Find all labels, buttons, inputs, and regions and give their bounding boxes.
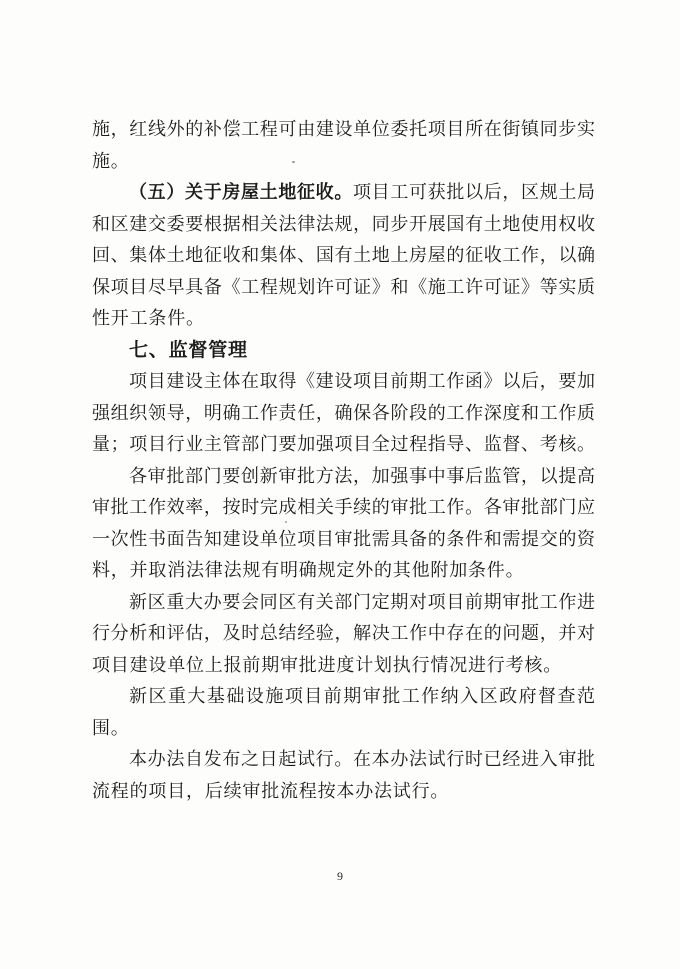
text-line [92,398,595,430]
line-text: 流程的项目，后续审批流程按本办法试行。 [92,780,450,801]
text-line [92,587,595,619]
line-text: 保项目尽早具备《工程规划许可证》和《施工许可证》等实质 [92,276,595,297]
text-line [92,429,595,461]
line-text: 新区重大基础设施项目前期审批工作纳入区政府督查范 [129,686,595,706]
line-text: 施，红线外的补偿工程可由建设单位委托项目所在街镇同步实 [92,119,595,139]
text-line [92,713,595,745]
line-text: 项目建设单位上报前期审批进度计划执行情况进行考核。 [92,654,562,675]
text-line [92,146,595,178]
line-text: 本办法自发布之日起试行。在本办法试行时已经进入审批 [129,749,595,769]
line-text: 项目建设主体在取得《建设项目前期工作函》以后，要加 [129,371,595,391]
text-line [92,177,595,209]
line-text: 一次性书面告知建设单位项目审批需具备的条件和需提交的资 [92,528,595,549]
text-line [92,366,595,398]
text-line [92,303,595,335]
text-line [92,681,595,713]
text-line [92,524,595,556]
text-line [92,744,595,776]
line-text: 项目工可获批以后，区规土局 [353,182,595,202]
text-line [92,209,595,241]
line-text: 新区重大办要会同区有关部门定期对项目前期审批工作进 [129,591,595,612]
text-line [92,461,595,493]
section-heading-text: 七、监督管理 [129,339,248,361]
line-text: 料，并取消法律法规有明确规定外的其他附加条件。 [92,560,525,580]
text-line [92,240,595,272]
text-line [92,650,595,682]
text-line [92,492,595,524]
text-line [92,555,595,587]
line-text: 性开工条件。 [92,308,205,328]
text-line [92,114,595,146]
text-block [92,114,595,807]
scan-speck [285,521,287,523]
page-number: 9 [337,869,343,883]
bold-lead-text: （五）关于房屋土地征收。 [129,182,353,202]
line-text: 行分析和评估，及时总结经验，解决工作中存在的问题，并对 [92,623,595,643]
line-text: 审批工作效率，按时完成相关手续的审批工作。各审批部门应 [92,497,595,517]
line-text: 围。 [92,717,130,738]
line-text: 施。 [92,150,130,171]
line-text: 各审批部门要创新审批方法，加强事中事后监管，以提高 [129,465,595,486]
text-line [92,272,595,304]
line-text: 量；项目行业主管部门要加强项目全过程指导、监督、考核。 [92,434,595,454]
text-line [92,618,595,650]
line-text: 强组织领导，明确工作责任，确保各阶段的工作深度和工作质 [92,402,595,423]
scan-speck [292,161,295,163]
text-line [92,776,595,808]
text-line [92,335,595,367]
line-text: 回、集体土地征收和集体、国有土地上房屋的征收工作，以确 [92,245,595,265]
line-text: 和区建交委要根据相关法律法规，同步开展国有土地使用权收 [92,213,595,234]
